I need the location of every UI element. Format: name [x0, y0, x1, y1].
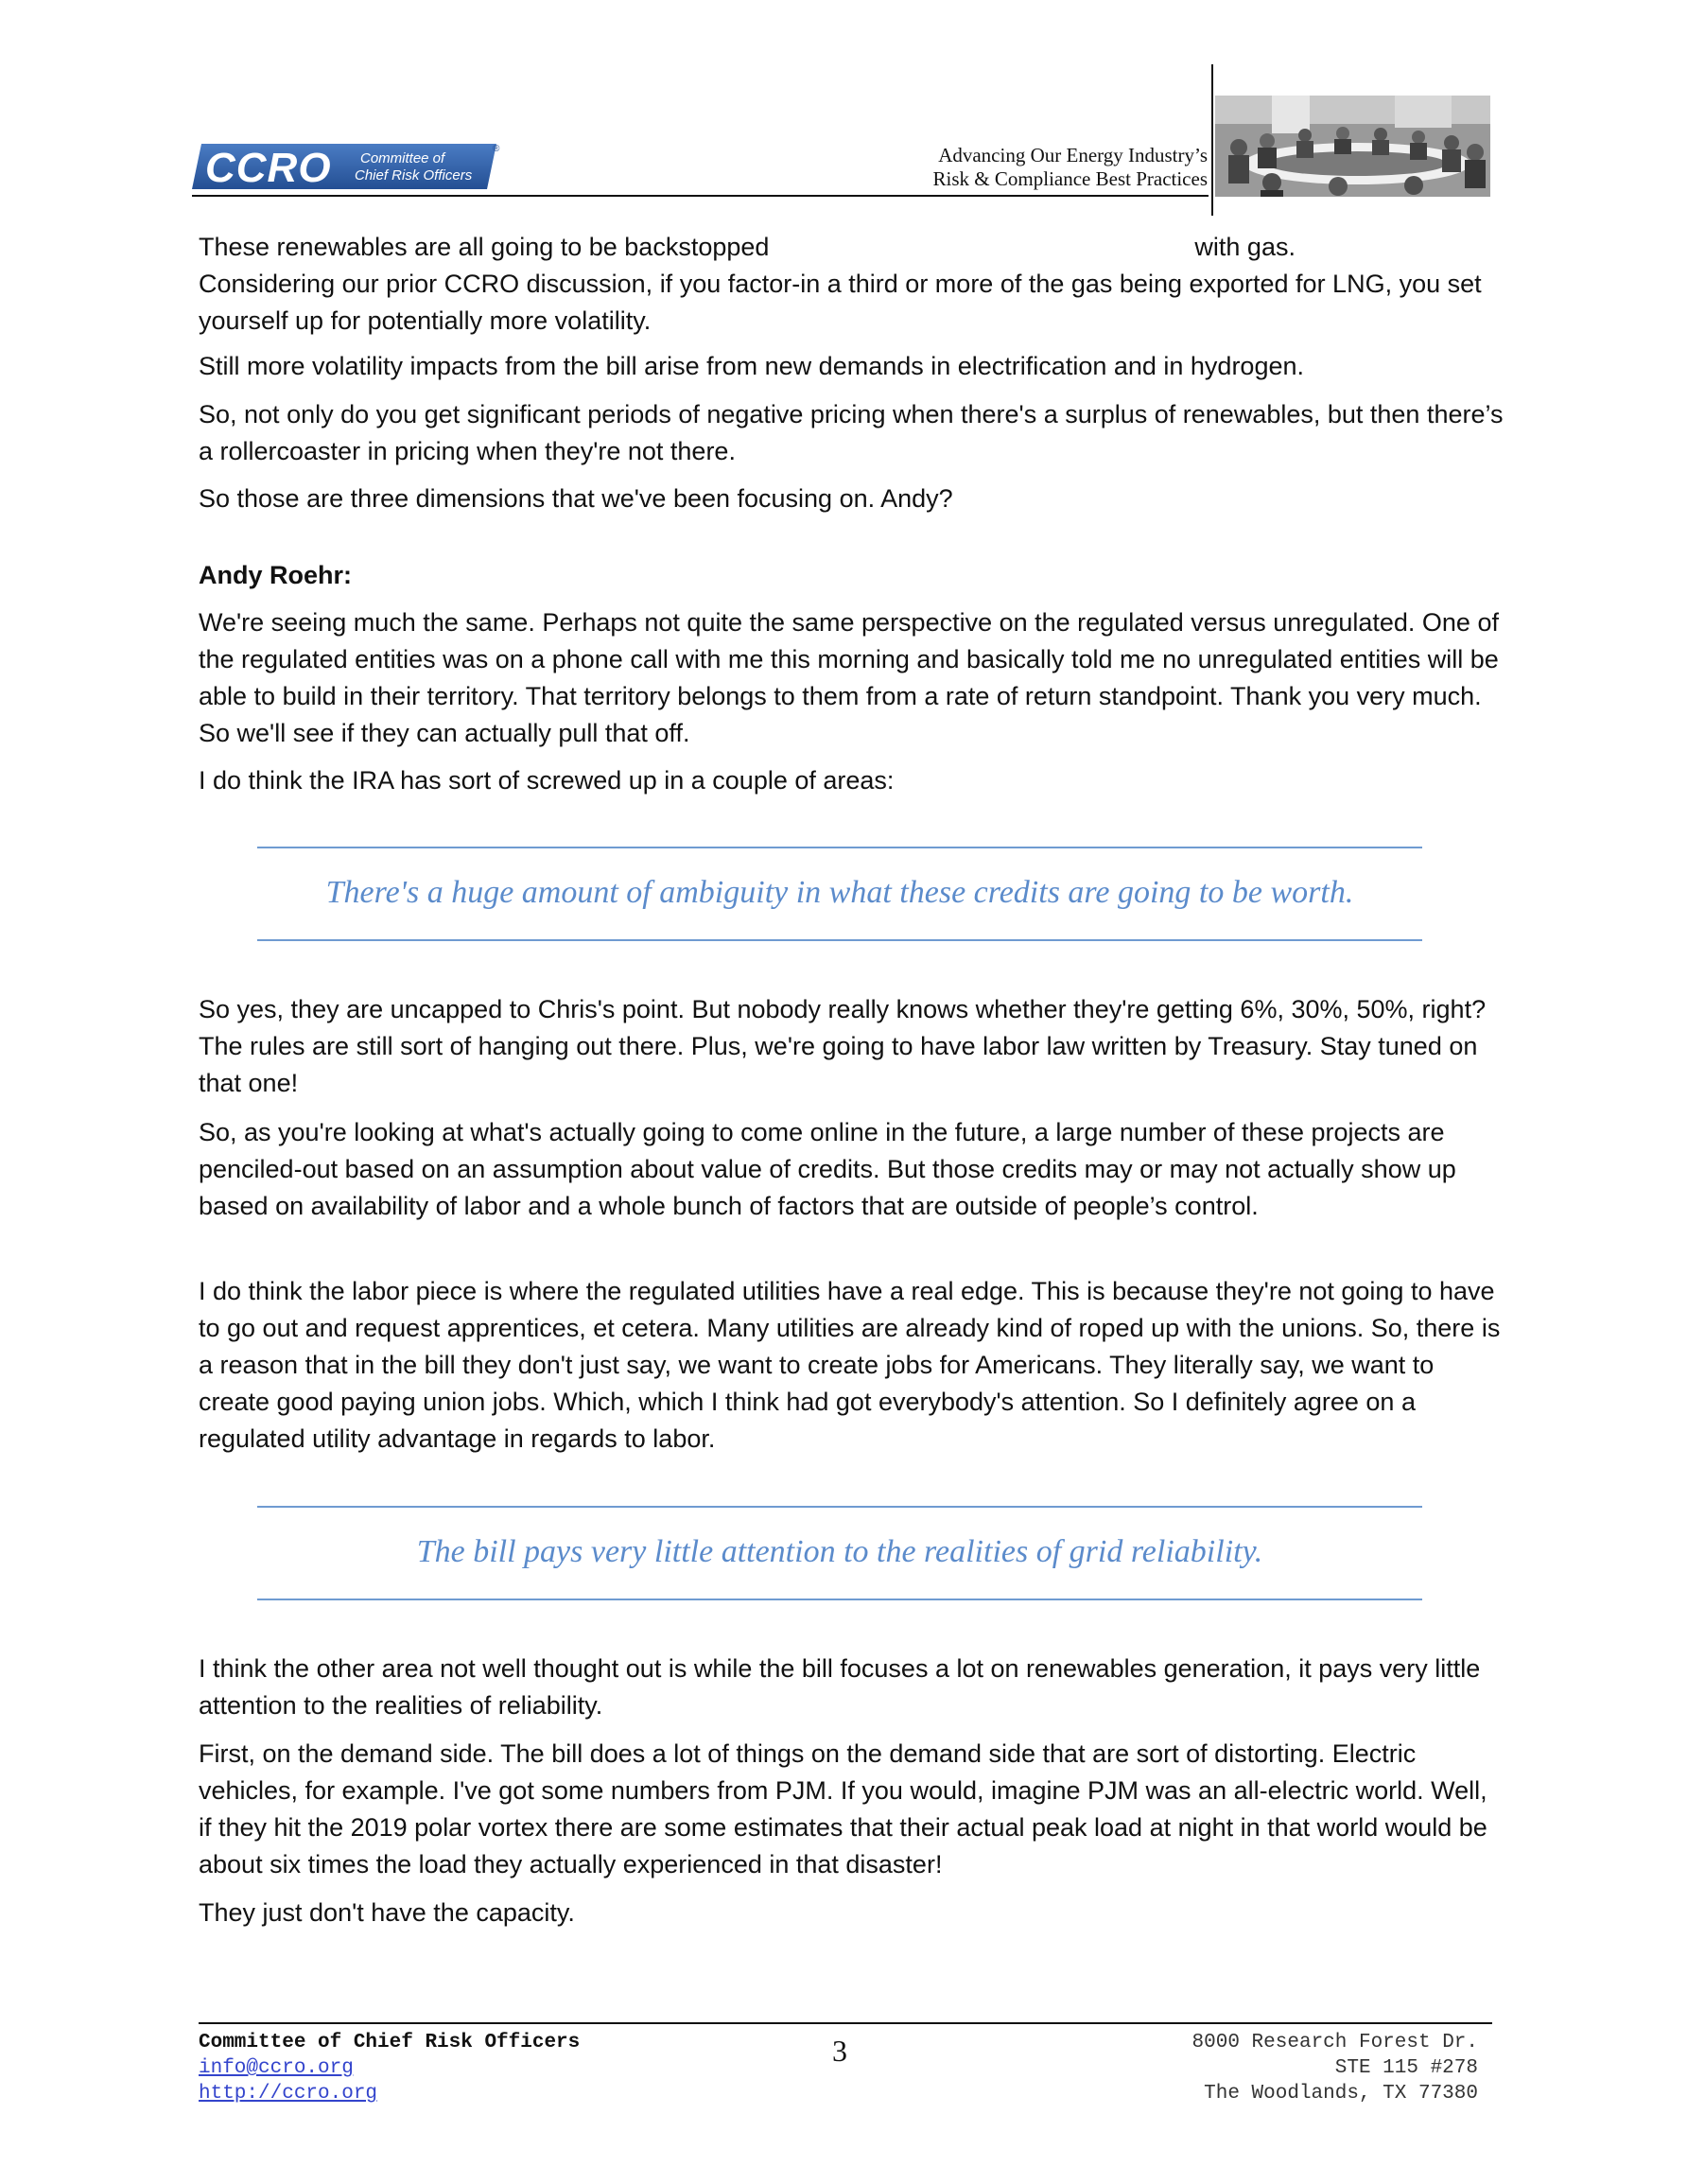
paragraph-2: Still more volatility impacts from the bill arise from new demands in electrification and in hydrogen. — [199, 352, 1305, 380]
logo-subtitle-line1: Committee of — [360, 150, 445, 166]
footer-website-link[interactable]: http://ccro.org — [199, 2083, 378, 2105]
pull-quote-2: The bill pays very little attention to the realities of grid reliability. — [416, 1534, 1263, 1569]
page-number: 3 — [832, 2034, 847, 2068]
registered-mark: ® — [493, 144, 500, 154]
paragraph-4: So those are three dimensions that we've been focusing on. Andy? — [199, 484, 953, 513]
footer-email-link[interactable]: info@ccro.org — [199, 2057, 354, 2079]
logo-subtitle-line2: Chief Risk Officers — [355, 167, 473, 183]
footer-address-line1: 8000 Research Forest Dr. — [1191, 2032, 1478, 2053]
footer-address-line3: The Woodlands, TX 77380 — [1204, 2083, 1478, 2105]
pull-quote-1-bottom-rule — [257, 939, 1422, 941]
paragraph-11: First, on the demand side. The bill does a lot of things on the demand side that are sort of distorting. Electric vehicles, for example. I've got some numbers from PJM. If you would, imagine PJM was an all-electric world. Well, if they hit the 2019 polar vortex there are some estimates that their actual peak load at night in that world would be about six times the load they actually experienced in that disaster! — [199, 1739, 1487, 1878]
paragraph-6: I do think the IRA has sort of screwed up in a couple of areas: — [199, 766, 895, 795]
meeting-photo — [1215, 96, 1490, 197]
paragraph-8: So, as you're looking at what's actually going to come online in the future, a large number of these projects are penciled-out based on an assumption about value of credits. But those credits may or may not actually show up based on availability of labor and a whole bunch of factors that are outside of people’s control. — [199, 1118, 1456, 1220]
pull-quote-1: There's a huge amount of ambiguity in what these credits are going to be worth. — [325, 875, 1354, 910]
footer-address-line2: STE 115 #278 — [1334, 2057, 1478, 2079]
footer-organization: Committee of Chief Risk Officers — [199, 2032, 581, 2053]
paragraph-10: I think the other area not well thought out is while the bill focuses a lot on renewables generation, it pays very little attention to the realities of reliability. — [199, 1654, 1481, 1720]
paragraph-1-rest: Considering our prior CCRO discussion, if you factor-in a third or more of the gas being exported for LNG, you set yourself up for potentially more volatility. — [199, 270, 1482, 335]
header-tagline — [933, 144, 1208, 191]
paragraph-1-end: with gas. — [1194, 233, 1296, 261]
header-divider — [192, 195, 1209, 197]
tagline-line2: Risk & Compliance Best Practices — [932, 167, 1208, 190]
speaker-name: Andy Roehr: — [199, 561, 352, 589]
paragraph-12: They just don't have the capacity. — [199, 1898, 575, 1927]
paragraph-1 — [199, 229, 1504, 340]
header-vertical-divider — [1211, 64, 1213, 216]
pull-quote-2-bottom-rule — [257, 1599, 1422, 1600]
paragraph-7: So yes, they are uncapped to Chris's point. But nobody really knows whether they're getting 6%, 30%, 50%, right? The rules are still sort of hanging out there. Plus, we're going to have labor law written by Treasury. Stay tuned on that one! — [199, 995, 1487, 1097]
tagline-line1: Advancing Our Energy Industry’s — [938, 144, 1208, 166]
pull-quote-1-top-rule — [257, 847, 1422, 848]
ccro-logo — [192, 142, 504, 191]
paragraph-9: I do think the labor piece is where the regulated utilities have a real edge. This is because they're not going to have to go out and request apprentices, et cetera. Many utilities are already kind of roped up with the unions. So, there is a reason that in the bill they don't just say, we want to create jobs for Americans. They literally say, we want to create good paying union jobs. Which, which I think had got everybody's attention. So I definitely agree on a regulated utility advantage in regards to labor. — [199, 1277, 1501, 1453]
paragraph-3: So, not only do you get significant periods of negative pricing when there's a surplus of renewables, but then there’s a rollercoaster in pricing when they're not there. — [199, 400, 1504, 465]
paragraph-5: We're seeing much the same. Perhaps not quite the same perspective on the regulated versus unregulated. One of the regulated entities was on a phone call with me this morning and basically told me no unregulated entities will be able to build in their territory. That territory belongs to them from a rate of return standpoint. Thank you very much. So we'll see if they can actually pull that off. — [199, 608, 1499, 747]
paragraph-1-start: These renewables are all going to be backstopped — [199, 233, 770, 261]
footer-divider — [199, 2022, 1492, 2024]
pull-quote-2-top-rule — [257, 1506, 1422, 1508]
logo-wordmark: CCRO — [205, 145, 332, 191]
